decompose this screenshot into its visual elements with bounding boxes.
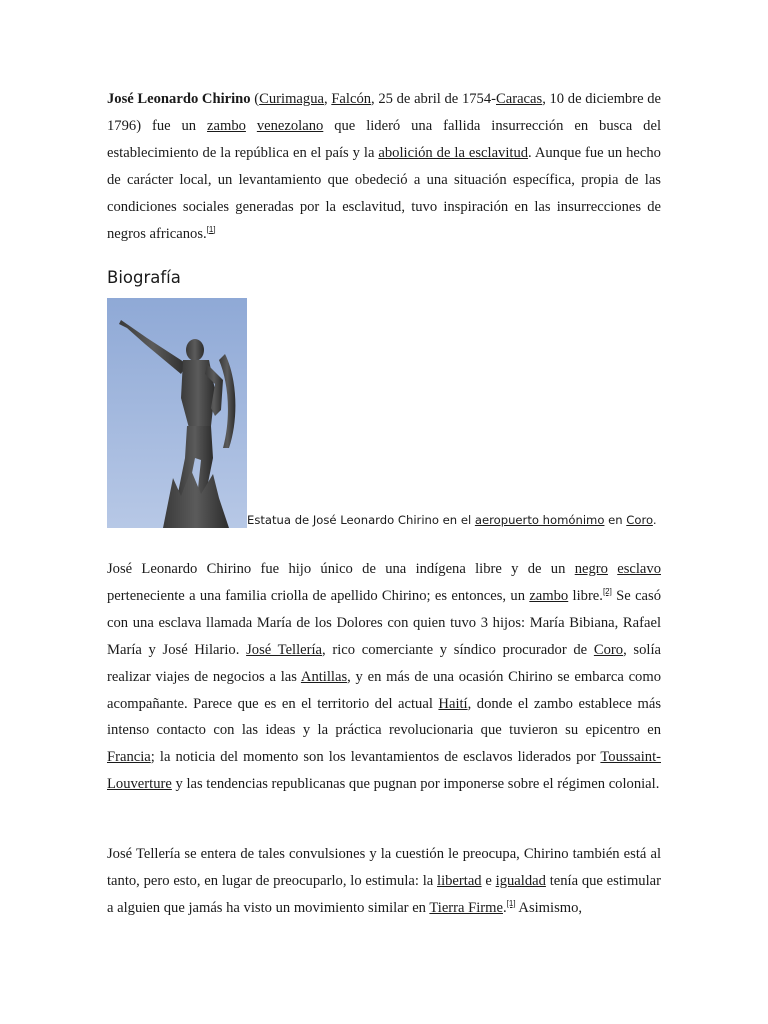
text-run: tenía que estimular a alguien que jamás ha visto un movimiento similar en: [107, 872, 661, 916]
text-run: (: [250, 91, 260, 107]
reference-link-1[interactable]: [1]: [206, 224, 216, 234]
link-aeropuerto-homonimo[interactable]: aeropuerto homónimo: [474, 513, 605, 527]
link-libertad[interactable]: libertad: [437, 872, 482, 889]
link-toussaint-louverture[interactable]: Toussaint-Louverture: [107, 749, 661, 793]
link-falcon[interactable]: Falcón: [331, 91, 372, 107]
link-caracas[interactable]: Caracas: [496, 91, 543, 107]
link-zambo-bio[interactable]: zambo: [529, 587, 569, 604]
reference-marker: [603, 587, 612, 596]
text-run: .: [503, 899, 507, 916]
reference-link-2[interactable]: [2]: [602, 586, 612, 596]
biography-paragraph-1: [107, 556, 661, 798]
link-curimagua[interactable]: Curimagua: [259, 91, 324, 107]
link-abolicion-esclavitud[interactable]: abolición de la esclavitud: [378, 144, 529, 161]
text-run: e: [481, 872, 496, 889]
text-run: libre.: [568, 587, 603, 604]
text-run: José Leonardo Chirino fue hijo único de una indígena libre y de un: [107, 561, 575, 577]
link-haiti[interactable]: Haití: [438, 695, 468, 712]
link-negro[interactable]: negro: [574, 561, 608, 577]
text-run: , solía realizar viajes de negocios a las: [107, 641, 661, 685]
statue-illustration: [107, 298, 247, 528]
text-run: Se casó con una esclava llamada María de los Dolores con quien tuvo 3 hijos: María Bibiana, Rafael María y José Hilario.: [107, 587, 662, 658]
intro-paragraph: [107, 86, 661, 247]
link-jose-telleria[interactable]: José Tellería: [246, 641, 323, 658]
text-run: que lideró una fallida insurrección en busca del establecimiento de la república en el país y la: [107, 117, 661, 161]
text-run: [608, 561, 617, 577]
link-esclavo[interactable]: esclavo: [617, 561, 661, 577]
biography-paragraph-2: [107, 841, 661, 922]
text-run: Estatua de José Leonardo Chirino en el: [247, 513, 475, 527]
reference-marker: [207, 225, 216, 234]
figure-caption: [247, 513, 657, 527]
text-run: , 25 de abril de 1754-: [371, 91, 496, 107]
text-run: ,: [323, 91, 332, 107]
link-tierra-firme[interactable]: Tierra Firme: [429, 899, 503, 916]
statue-photo[interactable]: [107, 298, 247, 528]
link-coro[interactable]: Coro: [593, 641, 624, 658]
text-run: José Tellería se entera de tales convulsiones y la cuestión le preocupa, Chirino también está al tanto, pero esto, en lugar de preocuparlo, lo estimula: la: [107, 846, 661, 889]
text-run: , rico comerciante y síndico procurador de: [322, 641, 594, 658]
text-run: , y en más de una ocasión Chirino se embarca como acompañante. Parece que es en el territorio del actual: [107, 668, 662, 712]
article-body: [107, 86, 662, 916]
reference-link-1-repeat[interactable]: [1]: [506, 898, 516, 908]
text-run: [246, 118, 257, 134]
link-coro-caption[interactable]: Coro: [626, 513, 653, 527]
link-zambo[interactable]: zambo: [207, 117, 246, 134]
text-run: . Aunque fue un hecho de carácter local, un levantamiento que obedeció a una situación específica, propia de las condiciones sociales generadas por la esclavitud, tuvo inspiración en las insurrecciones de negros africanos.: [107, 144, 661, 242]
article-subject-name: José Leonardo Chirino: [107, 91, 251, 107]
text-run: .: [652, 513, 657, 527]
link-venezolano[interactable]: venezolano: [256, 117, 324, 134]
text-run: en: [604, 513, 627, 527]
link-francia[interactable]: Francia: [107, 749, 151, 766]
reference-marker: [507, 899, 516, 908]
link-igualdad[interactable]: igualdad: [495, 872, 546, 889]
text-run: y las tendencias republicanas que pugnan por imponerse sobre el régimen colonial.: [171, 776, 660, 793]
text-run: perteneciente a una familia criolla de apellido Chirino; es entonces, un: [107, 587, 530, 604]
text-run: , donde el zambo establece más intenso contacto con las ideas y la práctica revolucionaria que tuvieron su epicentro en: [107, 695, 662, 739]
text-run: Asimismo,: [515, 899, 583, 916]
statue-figure: [107, 298, 661, 530]
text-run: ; la noticia del momento son los levantamientos de esclavos liderados por: [150, 749, 601, 766]
link-antillas[interactable]: Antillas: [300, 668, 348, 685]
section-heading-biografia: Biografía: [107, 268, 181, 287]
text-run: , 10 de diciembre de 1796) fue un: [107, 91, 662, 134]
